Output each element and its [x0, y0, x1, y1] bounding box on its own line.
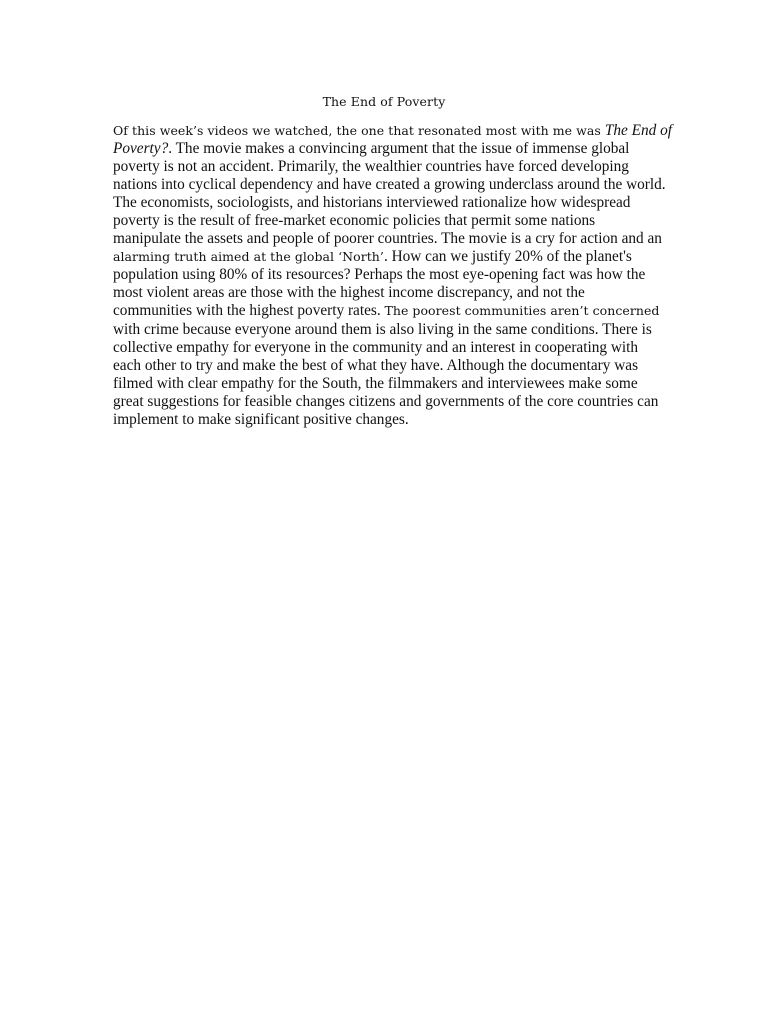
text-line — [113, 411, 661, 429]
text-line — [113, 393, 661, 411]
text-run: collective empathy for everyone in the community and an interest in cooperating with — [113, 338, 639, 356]
text-run: poverty is the result of free-market economic policies that permit some nations — [113, 212, 596, 230]
body-paragraph — [113, 122, 673, 429]
text-run: Of this week’s videos we watched, the one that resonated most with me was — [113, 123, 605, 138]
text-line — [113, 194, 661, 212]
text-line — [113, 122, 673, 140]
text-line — [113, 302, 661, 320]
text-run: alarming truth aimed at the global ‘North’ — [113, 249, 384, 265]
text-run: poverty is not an accident. Primarily, the wealthier countries have forced developing — [113, 158, 629, 176]
text-run: The poorest communities aren’t concerned — [384, 303, 660, 319]
text-line — [113, 339, 661, 357]
page-title: The End of Poverty — [322, 94, 446, 109]
text-run: . How can we justify 20% of the planet's — [383, 248, 632, 266]
text-run: The economists, sociologists, and historians interviewed rationalize how widespread — [113, 194, 631, 212]
text-run: with crime because everyone around them is also living in the same conditions. There is — [113, 320, 652, 338]
text-run: Poverty? — [113, 140, 169, 158]
text-line — [113, 176, 666, 194]
text-run: great suggestions for feasible changes citizens and governments of the core countries can — [113, 392, 659, 410]
text-run: filmed with clear empathy for the South, the filmmakers and interviewees make some — [113, 374, 638, 392]
text-line — [113, 321, 661, 339]
text-run: . The movie makes a convincing argument that the issue of immense global — [168, 140, 630, 158]
text-line — [113, 230, 661, 248]
text-run: implement to make significant positive changes. — [113, 410, 409, 428]
text-line — [113, 284, 661, 302]
text-line — [113, 266, 661, 284]
text-line — [113, 248, 661, 266]
text-line — [113, 357, 661, 375]
text-run: nations into cyclical dependency and have created a growing underclass around the world. — [113, 176, 666, 194]
text-line — [113, 375, 661, 393]
text-run: most violent areas are those with the highest income discrepancy, and not the — [113, 284, 585, 302]
text-run: population using 80% of its resources? Perhaps the most eye-opening fact was how the — [113, 266, 646, 284]
text-run: manipulate the assets and people of poorer countries. The movie is a cry for action and an — [113, 230, 662, 248]
text-run: The End of — [604, 122, 673, 139]
text-run: communities with the highest poverty rates. — [113, 302, 385, 320]
text-line — [113, 140, 661, 158]
text-run: each other to try and make the best of what they have. Although the documentary was — [113, 356, 639, 374]
text-line — [113, 158, 661, 176]
text-line — [113, 212, 661, 230]
